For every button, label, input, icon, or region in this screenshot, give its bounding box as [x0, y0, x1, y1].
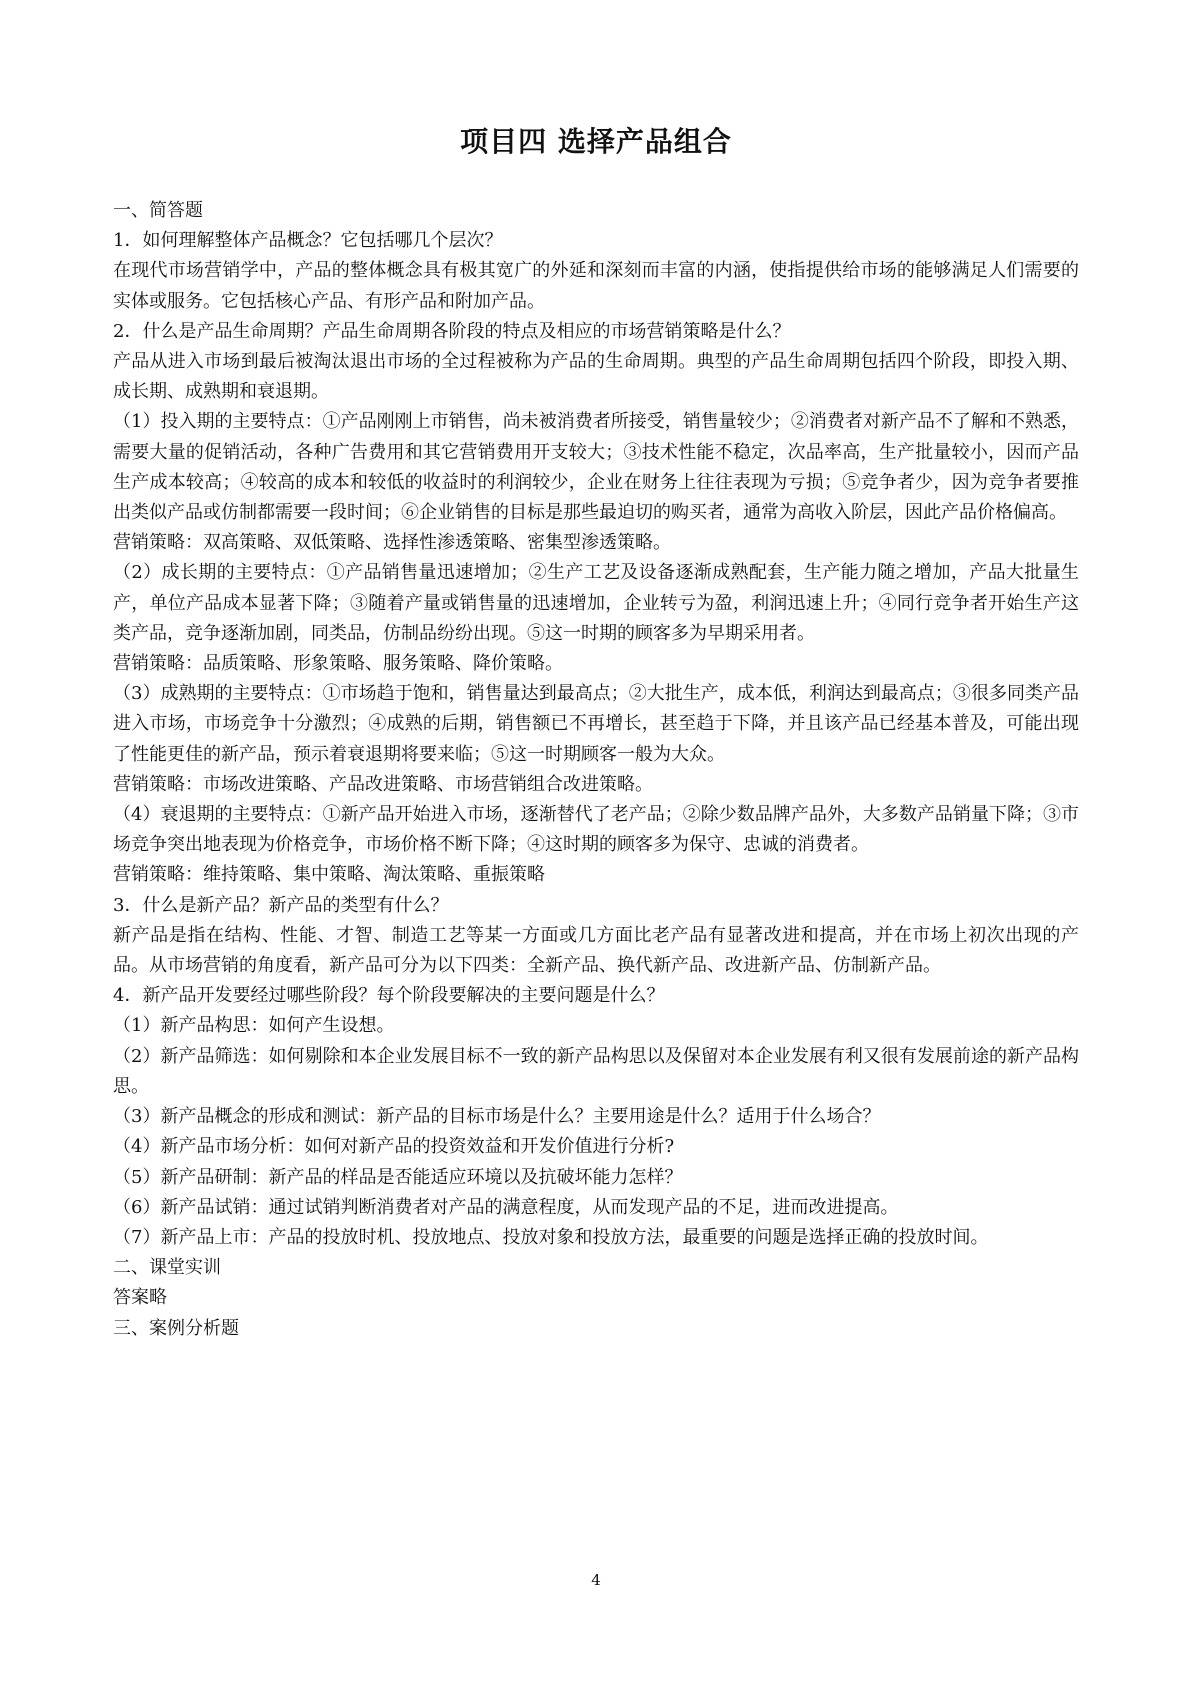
answer-2-introduction-strategy: 营销策略：双高策略、双低策略、选择性渗透策略、密集型渗透策略。 — [113, 532, 671, 554]
answer-4-step-4: （4）新产品市场分析：如何对新产品的投资效益和开发价值进行分析? — [113, 1136, 675, 1158]
answer-2-growth-stage: （2）成长期的主要特点：①产品销售量迅速增加；②生产工艺及设备逐渐成熟配套，生产能力随之增加，产品大批量生产，单位产品成本显著下降；③随着产量或销售量的迅速增加，企业转亏为盈，利润迅速上升；④同行竞争者开始生产这类产品，竞争逐渐加剧，同类品，仿制品纷纷出现。⑤这一时期的顾客多为早期采用者。 — [113, 562, 1079, 644]
answer-4-step-1: （1）新产品构思：如何产生设想。 — [113, 1015, 395, 1037]
answer-2-intro: 产品从进入市场到最后被淘汰退出市场的全过程被称为产品的生命周期。典型的产品生命周期包括四个阶段，即投入期、成长期、成熟期和衰退期。 — [113, 351, 1079, 403]
answer-2-decline-strategy: 营销策略：维持策略、集中策略、淘汰策略、重振策略 — [113, 864, 545, 886]
answer-4-step-7: （7）新产品上市：产品的投放时机、投放地点、投放对象和投放方法，最重要的问题是选择正确的投放时间。 — [113, 1226, 989, 1248]
section-heading-short-answer: 一、简答题 — [113, 200, 203, 221]
question-2: 2．什么是产品生命周期？产品生命周期各阶段的特点及相应的市场营销策略是什么？ — [113, 320, 791, 342]
document-body — [113, 196, 1079, 1344]
answer-2-growth-strategy: 营销策略：品质策略、形象策略、服务策略、降价策略。 — [113, 653, 563, 675]
answer-3: 新产品是指在结构、性能、才智、制造工艺等某一方面或几方面比老产品有显著改进和提高，并在市场上初次出现的产品。从市场营销的角度看，新产品可分为以下四类：全新产品、换代新产品、改进新产品、仿制新产品。 — [113, 924, 1079, 977]
section-heading-classroom-training: 二、课堂实训 — [113, 1257, 221, 1279]
section-heading-case-analysis: 三、案例分析题 — [113, 1317, 239, 1339]
answer-4-step-3: （3）新产品概念的形成和测试：新产品的目标市场是什么？主要用途是什么？适用于什么场合？ — [113, 1106, 881, 1128]
question-1: 1．如何理解整体产品概念？它包括哪几个层次？ — [113, 230, 503, 252]
question-3: 3．什么是新产品？新产品的类型有什么？ — [113, 894, 449, 916]
answer-1: 在现代市场营销学中，产品的整体概念具有极其宽广的外延和深刻而丰富的内涵，使指提供给市场的能够满足人们需要的实体或服务。它包括核心产品、有形产品和附加产品。 — [113, 260, 1079, 312]
document-page — [113, 0, 1079, 1684]
answer-2-introduction-stage: （1）投入期的主要特点：①产品刚刚上市销售，尚未被消费者所接受，销售量较少；②消费者对新产品不了解和不熟悉，需要大量的促销活动，各种广告费用和其它营销费用开支较大；③技术性能不稳定，次品率高，生产批量较小，因而产品生产成本较高；④较高的成本和较低的收益时的利润较少，企业在财务上往往表现为亏损；⑤竞争者少，因为竞争者要推出类似产品或仿制都需要一段时间；⑥企业销售的目标是那些最迫切的购买者，通常为高收入阶层，因此产品价格偏高。 — [113, 411, 1079, 524]
answer-4-step-5: （5）新产品研制：新产品的样品是否能适应环境以及抗破坏能力怎样？ — [113, 1166, 683, 1188]
answer-2-maturity-stage: （3）成熟期的主要特点：①市场趋于饱和，销售量达到最高点；②大批生产，成本低，利润达到最高点；③很多同类产品进入市场，市场竞争十分激烈；④成熟的后期，销售额已不再增长，甚至趋于下降，并且该产品已经基本普及，可能出现了性能更佳的新产品，预示着衰退期将要来临；⑤这一时期顾客一般为大众。 — [113, 683, 1079, 765]
question-4: 4．新产品开发要经过哪些阶段？每个阶段要解决的主要问题是什么？ — [113, 985, 665, 1007]
classroom-training-answer: 答案略 — [113, 1287, 167, 1309]
answer-2-maturity-strategy: 营销策略：市场改进策略、产品改进策略、市场营销组合改进策略。 — [113, 773, 653, 795]
page-title: 项目四 选择产品组合 — [460, 125, 732, 158]
answer-4-step-2: （2）新产品筛选：如何剔除和本企业发展目标不一致的新产品构思以及保留对本企业发展有利又很有发展前途的新产品构思。 — [113, 1045, 1079, 1097]
page-number: 4 — [591, 1571, 601, 1589]
answer-4-step-6: （6）新产品试销：通过试销判断消费者对产品的满意程度，从而发现产品的不足，进而改进提高。 — [113, 1196, 899, 1218]
answer-2-decline-stage: （4）衰退期的主要特点：①新产品开始进入市场，逐渐替代了老产品；②除少数品牌产品外，大多数产品销量下降；③市场竞争突出地表现为价格竞争，市场价格不断下降；④这时期的顾客多为保守、忠诚的消费者。 — [113, 804, 1079, 856]
